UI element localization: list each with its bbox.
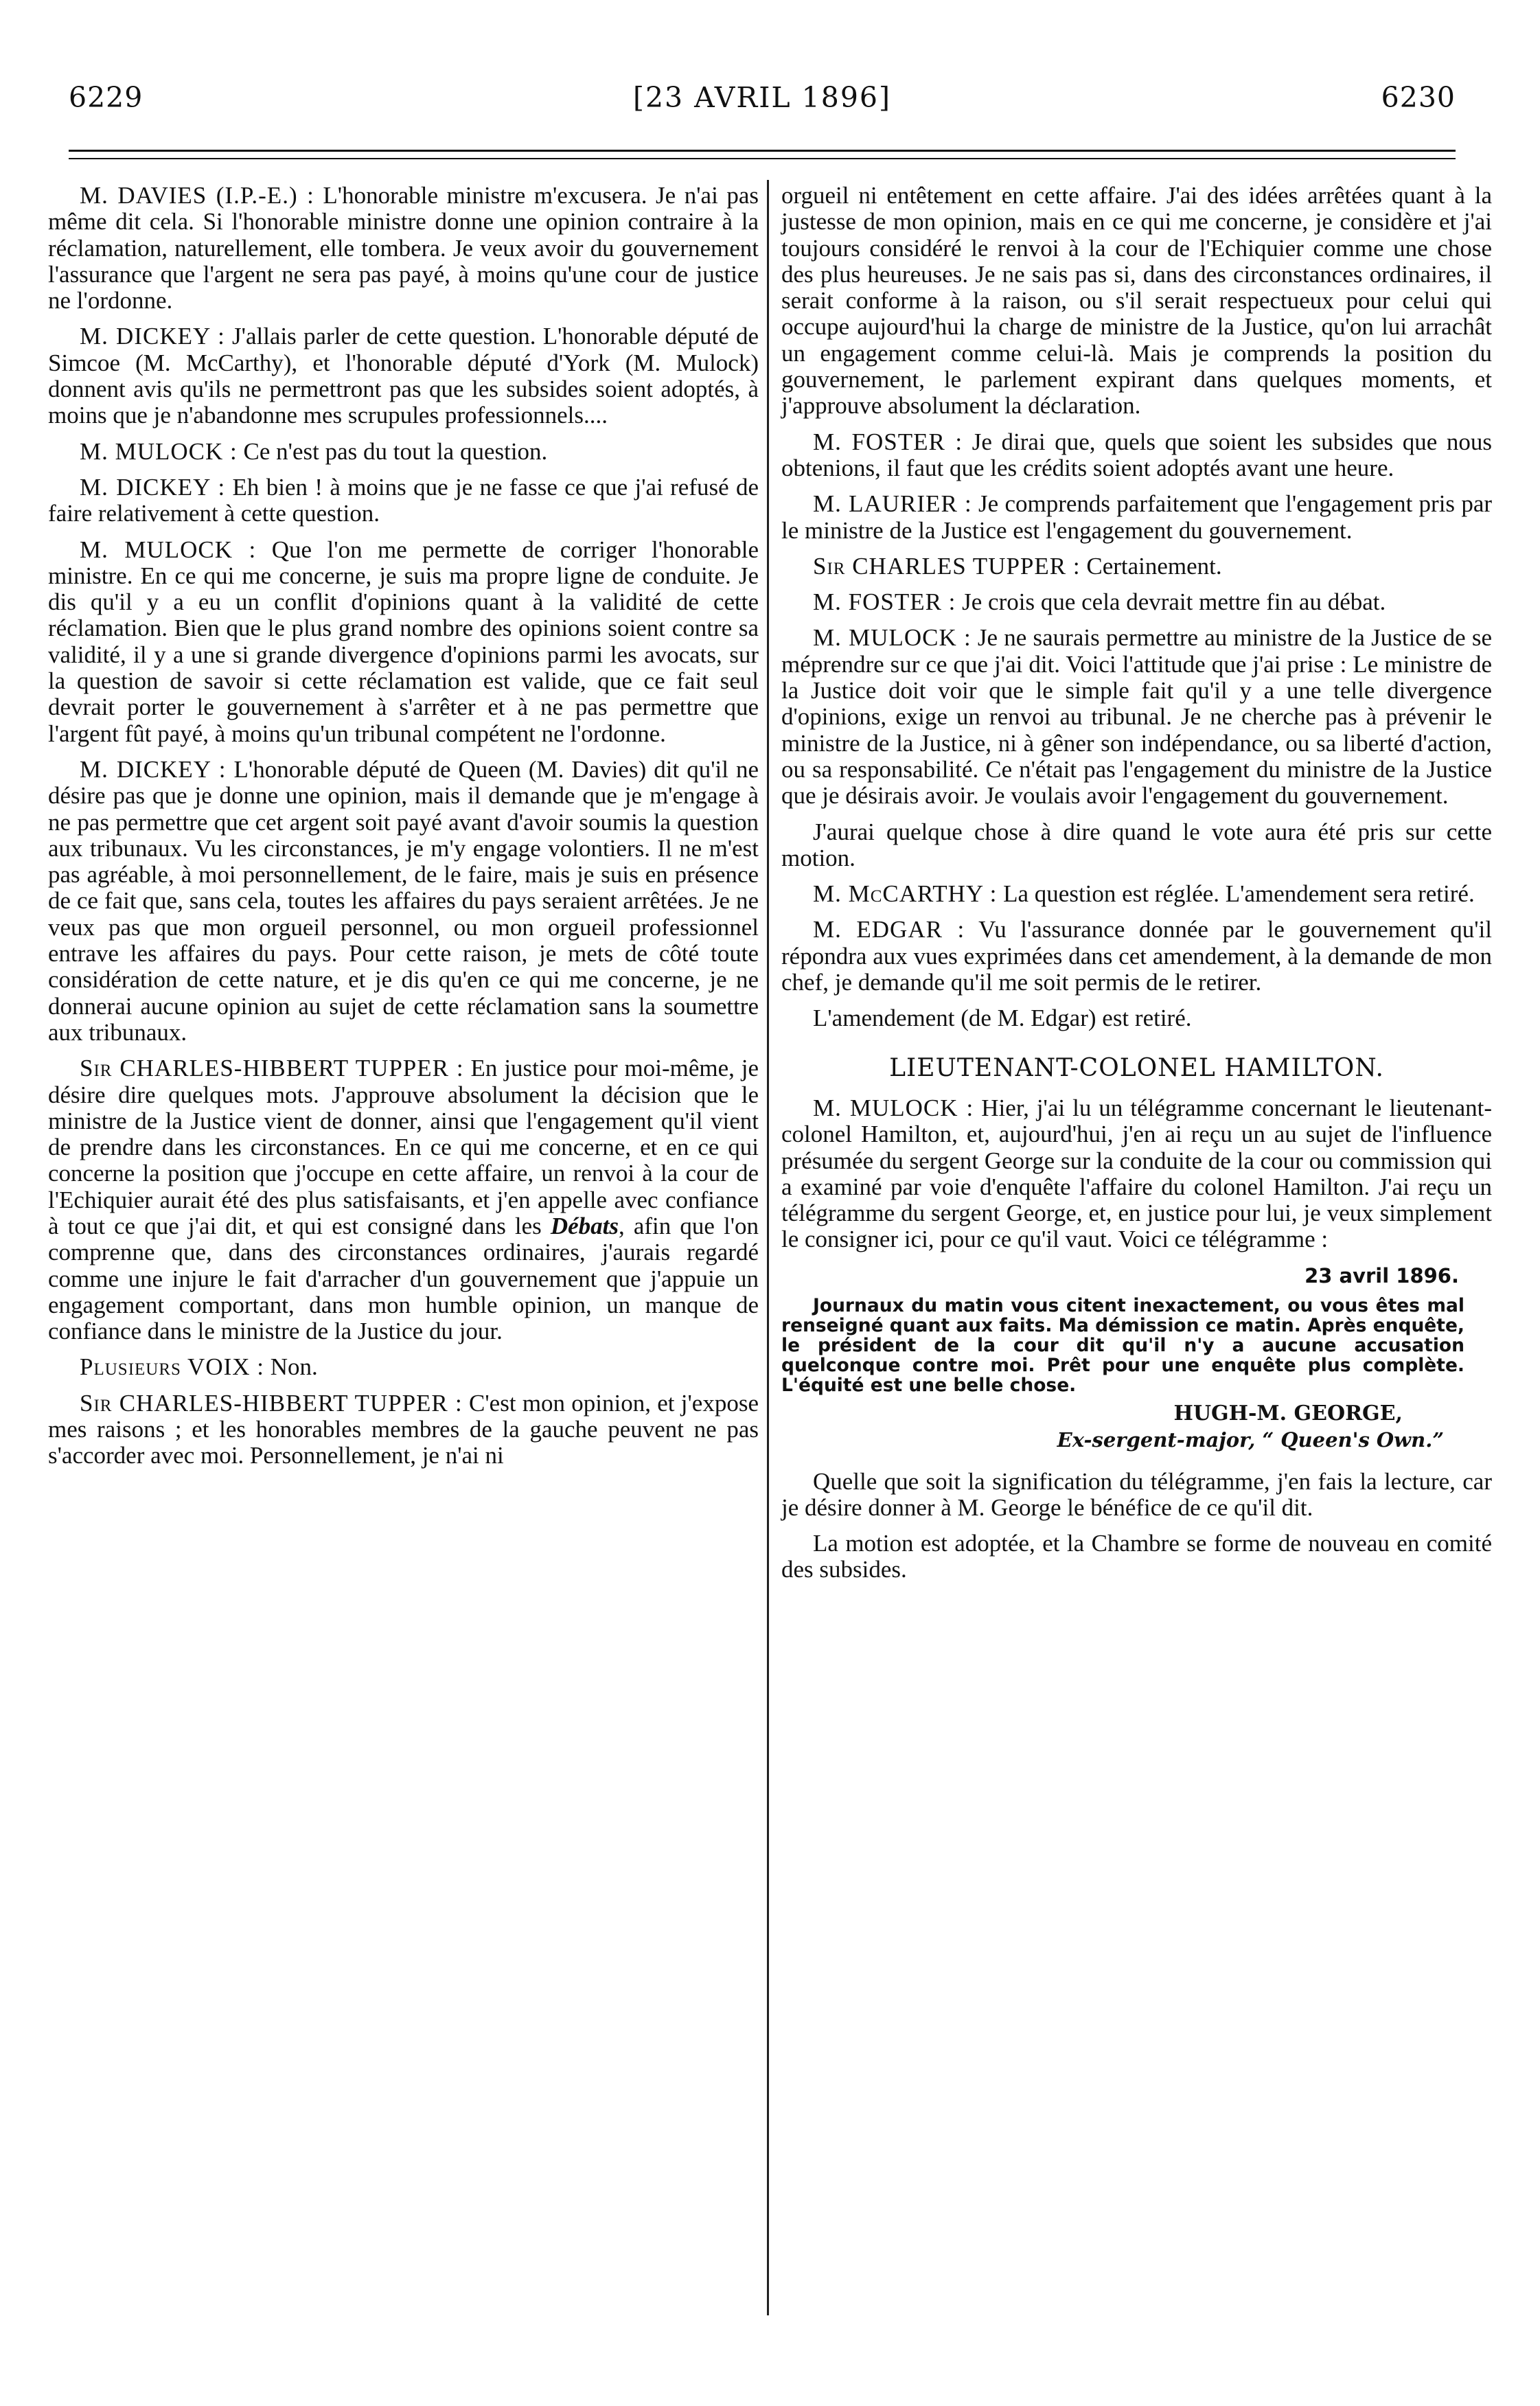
telegram-body: Journaux du matin vous citent inexactement, ou vous êtes mal renseigné quant aux faits. Ma démission ce matin. Après enquête, le président de la cour dit qu'il n'y a aucune accusation quelconque contre moi. Prêt pour une enquête plus complète. L'équité est une belle chose. <box>781 1294 1464 1396</box>
speaker-name: M. MULOCK : <box>80 536 257 563</box>
speech-text: L'amendement (de M. Edgar) est retiré. <box>813 1005 1192 1032</box>
paragraph <box>48 1354 759 1380</box>
speaker-name: Sir CHARLES-HIBBERT TUPPER : <box>80 1389 463 1417</box>
speaker-name: M. EDGAR : <box>813 916 965 943</box>
speech-text: Hier, j'ai lu un télégramme concernant le lieutenant-colonel Hamilton, et, aujourd'hui, j'en ai reçu un au sujet de l'influence présumée du sergent George sur la conduite de la cour ou commission qui a examiné par voie d'enquête l'affaire du colonel Hamilton. J'ai reçu un télégramme du sergent George, et, en justice pour lui, je veux simplement le consigner ici, pour ce qu'il vaut. Voici ce télégramme : <box>781 1094 1492 1253</box>
speech-text: Ce n'est pas du tout la question. <box>237 437 548 465</box>
telegram-role: Ex-sergent-major, “ Queen's Own.” <box>1057 1428 1444 1452</box>
speech-text: La motion est adoptée, et la Chambre se forme de nouveau en comité des subsides. <box>781 1530 1492 1583</box>
header-rule-thick <box>69 150 1456 152</box>
speaker-name: Plusieurs VOIX : <box>80 1353 264 1381</box>
speech-text: J'allais parler de cette question. L'honorable député de Simcoe (M. McCarthy), et l'honorable député d'York (M. Mulock) donnent avis qu'ils ne permettront pas que les subsides soient adoptés, à moins que je n'abandonne mes scrupules professionnels.... <box>48 323 759 429</box>
page-header <box>69 81 1456 129</box>
speaker-name: M. MULOCK : <box>80 437 238 465</box>
speaker-name: M. MULOCK : <box>813 1094 974 1121</box>
speech-text: Je dirai que, quels que soient les subsides que nous obtenions, il faut que les crédits soient adoptés avant une heure. <box>781 428 1492 481</box>
paragraph <box>48 537 759 747</box>
speech-text: Non. <box>264 1353 318 1381</box>
paragraph <box>48 474 759 527</box>
speech-text: , afin que l'on comprenne que, dans des circonstances ordinaires, j'aurais regardé comme une injure le fait d'arracher d'un gouvernement que j'appuie un engagement comportant, dans mon humble opinion, un manque de confiance dans le ministre de la Justice du jour. <box>48 1212 759 1345</box>
speaker-name: M. DICKEY : <box>80 473 226 501</box>
left-column <box>48 183 759 1479</box>
paragraph <box>781 917 1492 996</box>
speech-text: J'aurai quelque chose à dire quand le vote aura été pris sur cette motion. <box>781 818 1492 871</box>
speech-text: Certainement. <box>1080 552 1222 580</box>
speech-text: Eh bien ! à moins que je ne fasse ce que j'ai refusé de faire relativement à cette question. <box>48 473 759 527</box>
speaker-name: Sir CHARLES TUPPER : <box>813 552 1081 580</box>
paragraph <box>781 491 1492 544</box>
speech-text: orgueil ni entêtement en cette affaire. J'ai des idées arrêtées quant à la justesse de mon opinion, mais en ce qui me concerne, je considère et j'ai toujours considéré le renvoi à la cour de l'Echiquier comme une chose des plus heureuses. Je ne sais pas si, dans des circonstances ordinaires, il serait conforme à la raison, ou s'il serait respectueux pour celui qui occupe aujourd'hui la charge de ministre de la Justice, qu'on lui arrachât un engagement comme celui-là. Mais je comprends la position du gouvernement, le parlement expirant dans quelques moments, et j'approuve absolument la déclaration. <box>781 182 1492 420</box>
page-number-right: 6230 <box>1381 81 1456 114</box>
telegram-date: 23 avril 1896. <box>1305 1263 1459 1287</box>
column-divider <box>767 180 769 2315</box>
paragraph <box>781 1469 1492 1522</box>
right-column <box>781 183 1492 1593</box>
paragraph <box>48 323 759 428</box>
paragraph <box>781 819 1492 872</box>
speaker-name: M. FOSTER : <box>813 588 956 616</box>
speaker-name: M. DICKEY : <box>80 755 227 783</box>
page-date: [23 AVRIL 1896] <box>632 81 892 114</box>
speech-text: Je ne saurais permettre au ministre de la Justice de se méprendre sur ce que j'ai dit. Voici l'attitude que j'ai prise : Le ministre de la Justice doit voir que le simple fait qu'il y a une telle divergence d'opinions, exige un renvoi au tribunal. Je ne cherche pas à prévenir le ministre de la Justice, ni à gêner son indépendance, ou sa liberté d'action, ou sa responsabilité. Ce n'était pas l'engagement du ministre de la Justice que je désirais avoir. Je voulais avoir l'engagement du gouvernement. <box>781 624 1492 810</box>
paragraph <box>48 183 759 314</box>
speech-text: C'est mon opinion, et j'expose mes raisons ; et les honorables membres de la gauche peuvent ne pas s'accorder avec moi. Personnellement, je n'ai ni <box>48 1389 759 1469</box>
debates-italic: Débats <box>550 1212 619 1239</box>
paragraph <box>781 1005 1492 1031</box>
telegram-signature: HUGH-M. GEORGE, <box>1173 1401 1403 1425</box>
paragraph <box>781 429 1492 482</box>
paragraph <box>781 881 1492 907</box>
speech-text: Je crois que cela devrait mettre fin au débat. <box>956 588 1386 616</box>
speaker-name: M. FOSTER : <box>813 428 963 455</box>
speech-text: Je comprends parfaitement que l'engagement pris par le ministre de la Justice est l'engagement du gouvernement. <box>781 490 1493 544</box>
paragraph <box>781 1531 1492 1583</box>
speech-text: En justice pour moi-même, je désire dire quelques mots. J'approuve absolument la décision que le ministre de la Justice vient de donner, ainsi que l'engagement qu'il vient de prendre dans les circonstances. En ce qui me concerne, et en ce qui concerne la position que j'occupe en cette affaire, un renvoi à la cour de l'Echiquier aurait été des plus satisfaisants, et j'en appelle avec confiance à tout ce que j'ai dit, et qui est consigné dans les <box>48 1055 759 1239</box>
speaker-name: M. McCARTHY : <box>813 880 998 908</box>
speech-text: L'honorable ministre m'excusera. Je n'ai pas même dit cela. Si l'honorable ministre donne une opinion contraire à la réclamation, naturellement, elle tombera. Je veux avoir du gouvernement l'assurance que l'argent ne sera pas payé, à moins qu'une cour de justice ne l'ordonne. <box>48 182 759 314</box>
speech-text: La question est réglée. L'amendement sera retiré. <box>997 880 1475 908</box>
paragraph <box>781 589 1492 615</box>
paragraph <box>781 625 1492 809</box>
page-number-left: 6229 <box>69 81 143 114</box>
section-heading: LIEUTENANT-COLONEL HAMILTON. <box>889 1053 1384 1082</box>
paragraph <box>781 553 1492 580</box>
paragraph <box>48 1390 759 1469</box>
speaker-name: M. DAVIES (I.P.-E.) : <box>80 182 314 209</box>
paragraph <box>48 757 759 1046</box>
speaker-name: M. LAURIER : <box>813 490 972 518</box>
paragraph <box>48 439 759 465</box>
speech-text: Que l'on me permette de corriger l'honorable ministre. En ce qui me concerne, je suis ma propre ligne de conduite. Je dis qu'il y a eu un conflit d'opinions quant à la validité de cette réclamation. Bien que le plus grand nombre des opinions soient contre sa validité, il y a une si grande divergence d'opinions parmi les avocats, sur la question de savoir si cette réclamation est valide, que ce fait seul devrait porter le gouvernement à s'arrêter et à ne pas permettre que l'argent fût payé, à moins qu'un tribunal compétent ne l'ordonne. <box>48 536 759 747</box>
speaker-name: M. DICKEY : <box>80 323 225 350</box>
speaker-name: M. MULOCK : <box>813 624 972 652</box>
header-rule-thin <box>69 158 1456 159</box>
speech-text: Quelle que soit la signification du télégramme, j'en fais la lecture, car je désire donner à M. George le bénéfice de ce qu'il dit. <box>781 1467 1492 1521</box>
paragraph <box>781 183 1492 420</box>
paragraph <box>781 1095 1492 1253</box>
speech-text: Vu l'assurance donnée par le gouvernement qu'il répondra aux vues exprimées dans cet amendement, à la demande de mon chef, je demande qu'il me soit permis de le retirer. <box>781 916 1492 996</box>
paragraph <box>48 1055 759 1344</box>
speech-text: L'honorable député de Queen (M. Davies) dit qu'il ne désire pas que je donne une opinion, mais il demande que je m'engage à ne pas permettre que cet argent soit payé avant d'avoir soumis la question aux tribunaux. Vu les circonstances, je m'y engage volontiers. Il ne m'est pas agréable, à moi personnellement, de le faire, mais je suis en présence de ce fait que, sans cela, toutes les affaires du pays seraient arrêtées. Je ne veux pas que mon orgueil personnel, ou mon orgueil professionnel entrave les affaires du pays. Pour cette raison, je mets de côté toute considération de cette nature, et je dis qu'en ce qui me concerne, je ne donnerai aucune opinion au sujet de cette réclamation sans la soumettre aux tribunaux. <box>48 755 759 1046</box>
speaker-name: Sir CHARLES-HIBBERT TUPPER : <box>80 1055 464 1082</box>
